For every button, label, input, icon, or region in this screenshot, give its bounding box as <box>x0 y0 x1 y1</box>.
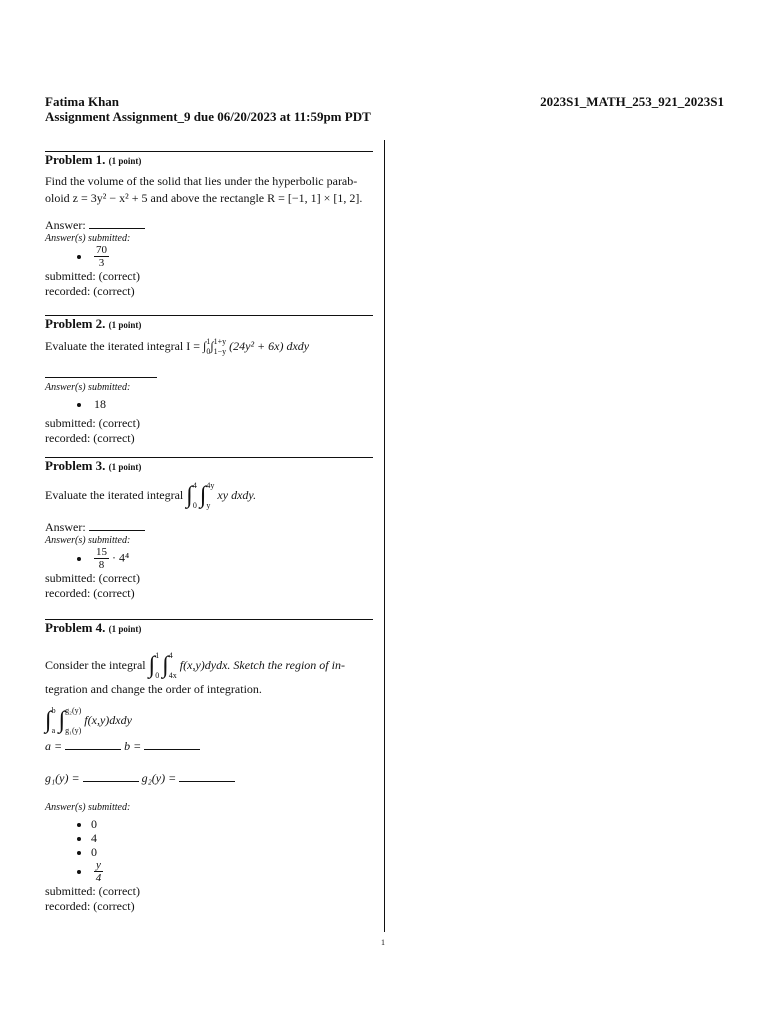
fraction-numerator: 70 <box>96 244 107 256</box>
fraction-denominator: 3 <box>98 257 105 269</box>
answer-list-item <box>77 859 373 884</box>
recorded-status: recorded: (correct) <box>45 586 135 600</box>
problem-text-line: tegration and change the order of integration. <box>45 682 262 696</box>
g2-input[interactable] <box>179 770 235 782</box>
bullet-icon <box>77 870 81 874</box>
integral-sign: ∫ <box>186 482 193 509</box>
b-label: b = <box>124 739 142 753</box>
changed-integral <box>45 706 373 736</box>
answer-fraction <box>94 546 109 571</box>
answer-suffix: · 4⁴ <box>112 550 130 565</box>
answer-fraction <box>94 244 109 269</box>
answer-list-item <box>77 831 373 845</box>
bullet-icon <box>77 837 81 841</box>
integral-limits: 4 4x <box>168 651 177 680</box>
problem-number: Problem 1. <box>45 152 106 167</box>
bullet-icon <box>77 557 81 561</box>
integral-sign: ∫ <box>148 652 156 679</box>
g1-input[interactable] <box>83 770 139 782</box>
problem-text-line: oloid z = 3y² − x² + 5 and above the rectangle R = [−1, 1] × [1, 2]. <box>45 191 363 205</box>
answer-label: Answer: <box>45 520 86 534</box>
answer-list-item <box>77 845 373 859</box>
problem-1 <box>45 151 373 299</box>
recorded-status: recorded: (correct) <box>45 284 135 298</box>
answer-value: 0 <box>91 817 97 831</box>
integral-limits: 4y y <box>206 481 215 510</box>
integral-sign: ∫ <box>162 652 169 679</box>
problem-text: Evaluate the iterated integral I = ∫1 0∫1+y 1−y (24y² + 6x) dxdy <box>45 337 310 356</box>
header-left <box>45 94 371 124</box>
problem-text <box>45 173 373 207</box>
answer-list-item <box>77 817 373 831</box>
submitted-status: submitted: (correct) <box>45 416 140 430</box>
integral-limits: 1 0 <box>206 337 211 356</box>
integrand: f(x,y)dxdy <box>84 712 132 727</box>
course-id: 2023S1_MATH_253_921_2023S1 <box>540 94 724 109</box>
answer-label: Answer: <box>45 218 86 232</box>
problem-2 <box>45 315 373 446</box>
problem-title <box>45 458 373 475</box>
a-input[interactable] <box>65 738 121 750</box>
page-number: 1 <box>381 938 385 947</box>
problem-text-prefix: Consider the integral <box>45 657 146 672</box>
answers-submitted-label: Answer(s) submitted: <box>45 802 131 813</box>
integral-limits: 1+y 1−y <box>213 337 227 356</box>
bullet-icon <box>77 851 81 855</box>
problem-title <box>45 316 373 333</box>
problem-text-suffix: f(x,y)dydx. Sketch the region of in- <box>179 657 345 672</box>
fraction-numerator: y <box>96 859 101 871</box>
answer-blank[interactable] <box>89 519 145 531</box>
bullet-icon <box>77 255 81 259</box>
fraction-numerator: 15 <box>96 546 107 558</box>
answer-value: 4 <box>91 831 97 845</box>
answers-submitted-label: Answer(s) submitted: <box>45 382 131 393</box>
answer-fraction <box>94 859 103 884</box>
answers-submitted-label: Answer(s) submitted: <box>45 233 131 244</box>
problem-text <box>45 651 373 698</box>
answers-submitted-label: Answer(s) submitted: <box>45 535 131 546</box>
integral-limits: 4 0 <box>192 481 197 510</box>
problem-points: (1 point) <box>108 320 142 330</box>
b-input[interactable] <box>144 738 200 750</box>
problem-points: (1 point) <box>108 462 142 472</box>
bullet-icon <box>77 823 81 827</box>
fraction-denominator: 4 <box>95 872 102 884</box>
answer-line <box>45 519 373 535</box>
assignment-line: Assignment Assignment_9 due 06/20/2023 at 11:59pm PDT <box>45 109 371 124</box>
answer-list-item <box>77 244 373 269</box>
problem-title <box>45 152 373 169</box>
answer-list-item <box>77 546 373 571</box>
problem-number: Problem 2. <box>45 316 106 331</box>
bullet-icon <box>77 403 81 407</box>
problem-text-prefix: Evaluate the iterated integral <box>45 487 184 502</box>
problem-text <box>45 481 373 511</box>
answer-list <box>77 817 373 884</box>
problem-text-line: Find the volume of the solid that lies under the hyperbolic parab- <box>45 174 358 188</box>
limits-g <box>45 770 373 786</box>
integral-limits: 1 0 <box>155 651 160 680</box>
problem-points: (1 point) <box>108 624 142 634</box>
submitted-status: submitted: (correct) <box>45 571 140 585</box>
problem-text-prefix: Evaluate the iterated integral I = ∫ <box>45 338 207 353</box>
problem-3 <box>45 457 373 601</box>
answer-blank[interactable] <box>45 377 157 378</box>
problem-points: (1 point) <box>108 156 142 166</box>
integrand: (24y² + 6x) dxdy <box>229 338 310 353</box>
g2-label: g₂(y) = <box>141 771 177 785</box>
fraction-denominator: 8 <box>98 559 105 571</box>
limits-a-b <box>45 738 373 754</box>
answer-blank[interactable] <box>89 217 145 229</box>
submitted-status: submitted: (correct) <box>45 269 140 283</box>
problem-4 <box>45 619 373 914</box>
answer-list-item <box>77 397 373 412</box>
answer-value: 18 <box>94 397 106 411</box>
integral-limits: b a <box>51 706 56 735</box>
answer-value: 0 <box>91 845 97 859</box>
integral-sign: ∫ <box>58 707 66 734</box>
integral-limits: g₂(y) g₁(y) <box>65 706 82 735</box>
recorded-status: recorded: (correct) <box>45 431 135 445</box>
submitted-status: submitted: (correct) <box>45 884 140 898</box>
a-label: a = <box>45 739 63 753</box>
problem-title <box>45 620 373 637</box>
integrand: xy dxdy. <box>217 487 257 502</box>
column-divider <box>384 140 385 932</box>
recorded-status: recorded: (correct) <box>45 899 135 913</box>
problem-number: Problem 4. <box>45 620 106 635</box>
g1-label: g₁(y) = <box>45 771 80 785</box>
integral-sign: ∫ <box>45 707 52 734</box>
answer-line <box>45 217 373 233</box>
integral-sign: ∫ <box>199 482 207 509</box>
problem-number: Problem 3. <box>45 458 106 473</box>
student-name: Fatima Khan <box>45 94 120 109</box>
